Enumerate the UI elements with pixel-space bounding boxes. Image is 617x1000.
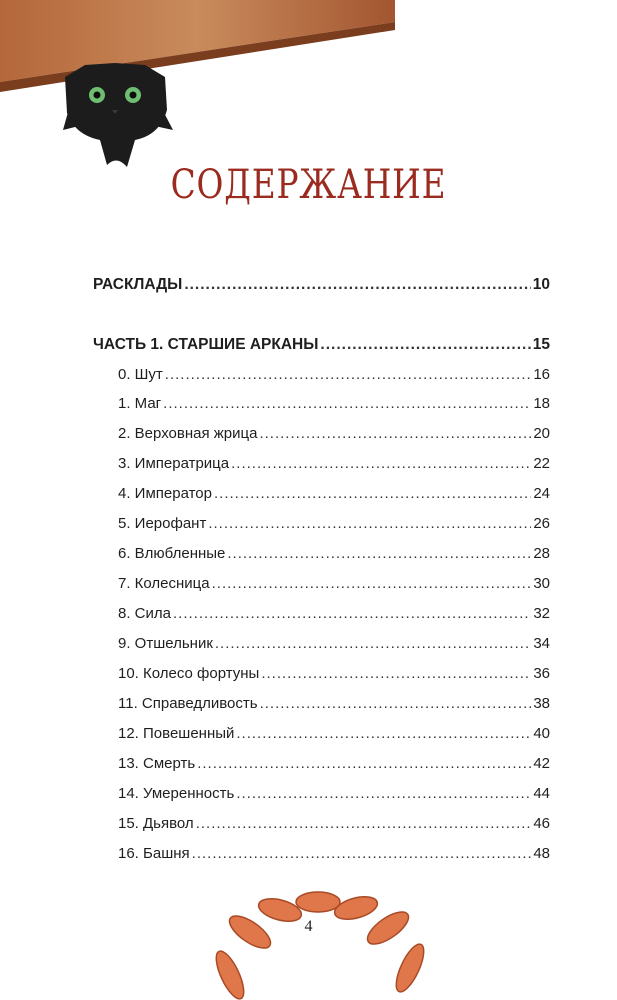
dot-leader bbox=[197, 755, 531, 772]
toc-entry[interactable] bbox=[118, 425, 550, 451]
toc-entry-page: 36 bbox=[533, 665, 550, 682]
toc-entry-label: 3. Императрица bbox=[118, 455, 230, 472]
toc-entry-label: 8. Сила bbox=[118, 605, 171, 622]
toc-entry-label: 12. Повешенный bbox=[118, 725, 235, 742]
dot-leader bbox=[212, 575, 532, 592]
toc-entry[interactable] bbox=[118, 815, 550, 841]
dot-leader bbox=[320, 336, 530, 354]
dot-leader bbox=[214, 485, 531, 502]
toc-entry[interactable] bbox=[118, 695, 550, 721]
toc-entry-page: 40 bbox=[533, 725, 550, 742]
toc-entry-page: 26 bbox=[533, 515, 550, 532]
toc-entry[interactable] bbox=[118, 665, 550, 691]
dot-leader bbox=[261, 665, 531, 682]
toc-entry-label: 15. Дьявол bbox=[118, 815, 194, 832]
toc-entry[interactable] bbox=[118, 725, 550, 751]
dot-leader bbox=[208, 515, 531, 532]
dot-leader bbox=[192, 845, 532, 862]
toc-entry-label: 4. Император bbox=[118, 485, 212, 502]
toc-entry[interactable] bbox=[118, 455, 550, 481]
toc-entry-part-1[interactable] bbox=[93, 336, 550, 362]
toc-entry-page: 42 bbox=[533, 755, 550, 772]
toc-entry-label: РАСКЛАДЫ bbox=[93, 276, 183, 293]
toc-entry-label: 5. Иерофант bbox=[118, 515, 207, 532]
toc-entry-spreads[interactable] bbox=[93, 276, 550, 302]
toc-entry-page: 18 bbox=[533, 395, 550, 412]
toc-entry-page: 32 bbox=[533, 605, 550, 622]
toc-entry-page: 16 bbox=[533, 366, 550, 383]
toc-entry-page: 10 bbox=[532, 276, 550, 293]
toc-entry[interactable] bbox=[118, 515, 550, 541]
cat-icon bbox=[55, 55, 185, 170]
toc-entry-page: 22 bbox=[533, 455, 550, 472]
toc-entry-page: 20 bbox=[533, 425, 550, 442]
toc-entry-label: 9. Отшельник bbox=[118, 635, 213, 652]
toc-entry-page: 30 bbox=[533, 575, 550, 592]
toc-entry-page: 48 bbox=[533, 845, 550, 862]
toc-entry-label: 1. Маг bbox=[118, 395, 162, 412]
toc-entry-page: 46 bbox=[533, 815, 550, 832]
toc-entry-page: 28 bbox=[533, 545, 550, 562]
dot-leader bbox=[215, 635, 531, 652]
toc-entry[interactable] bbox=[118, 845, 550, 871]
toc-entry-label: 0. Шут bbox=[118, 366, 163, 383]
dot-leader bbox=[260, 695, 532, 712]
dot-leader bbox=[236, 785, 531, 802]
page-number: 4 bbox=[304, 918, 313, 935]
toc-entry-label: 13. Смерть bbox=[118, 755, 196, 772]
toc-entry-page: 34 bbox=[533, 635, 550, 652]
dot-leader bbox=[259, 425, 531, 442]
dot-leader bbox=[236, 725, 531, 742]
dot-leader bbox=[165, 366, 532, 383]
toc-entry-label: ЧАСТЬ 1. СТАРШИЕ АРКАНЫ bbox=[93, 336, 319, 353]
dot-leader bbox=[227, 545, 531, 562]
toc-entry[interactable] bbox=[118, 575, 550, 601]
toc-entry[interactable] bbox=[118, 395, 550, 421]
dot-leader bbox=[231, 455, 531, 472]
toc-entry[interactable] bbox=[118, 605, 550, 631]
toc-entry-page: 24 bbox=[533, 485, 550, 502]
dot-leader bbox=[173, 605, 531, 622]
dot-leader bbox=[196, 815, 532, 832]
toc-entry[interactable] bbox=[118, 366, 550, 392]
toc-entry-label: 2. Верховная жрица bbox=[118, 425, 258, 442]
toc-entry-label: 16. Башня bbox=[118, 845, 190, 862]
toc-entry[interactable] bbox=[118, 635, 550, 661]
toc-entry-label: 7. Колесница bbox=[118, 575, 210, 592]
sausage-garland-illustration bbox=[0, 880, 617, 1000]
toc-entry-label: 6. Влюбленные bbox=[118, 545, 226, 562]
toc-entry-page: 38 bbox=[533, 695, 550, 712]
toc-entry-label: 14. Умеренность bbox=[118, 785, 235, 802]
toc-entry[interactable] bbox=[118, 485, 550, 511]
toc-entry[interactable] bbox=[118, 755, 550, 781]
dot-leader bbox=[163, 395, 531, 412]
toc-entry-page: 15 bbox=[532, 336, 550, 353]
toc-entry-page: 44 bbox=[533, 785, 550, 802]
toc-entry[interactable] bbox=[118, 785, 550, 811]
toc-entry-label: 10. Колесо фортуны bbox=[118, 665, 260, 682]
dot-leader bbox=[184, 276, 530, 294]
toc-entry[interactable] bbox=[118, 545, 550, 571]
page-title: СОДЕРЖАНИЕ bbox=[170, 162, 447, 208]
toc-entry-label: 11. Справедливость bbox=[118, 695, 258, 712]
